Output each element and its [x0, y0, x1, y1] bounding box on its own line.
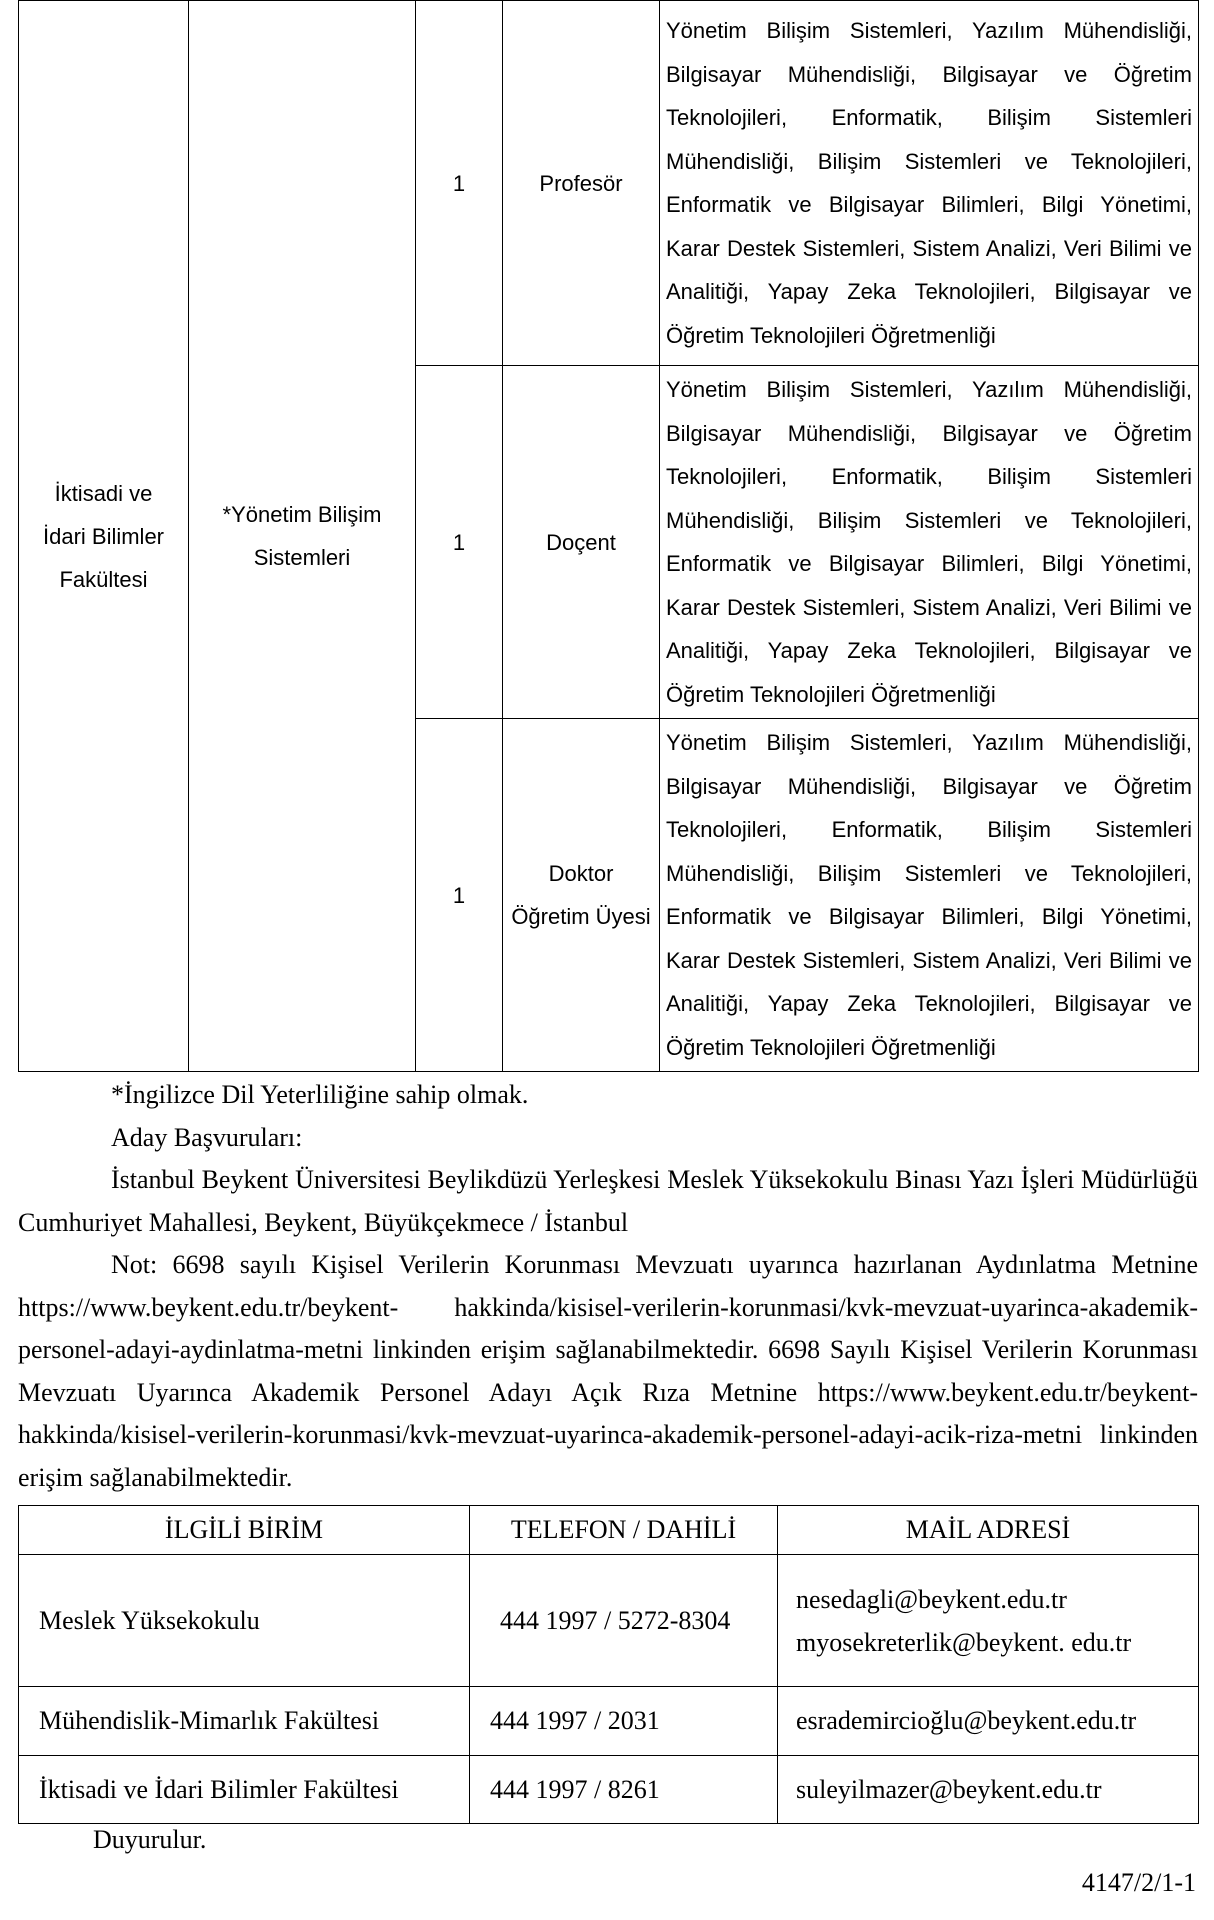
position-title: Doçent [503, 366, 660, 719]
contact-email-secondary: myosekreterlik@beykent. edu.tr [796, 1627, 1132, 1657]
language-note: *İngilizce Dil Yeterliliğine sahip olmak. [111, 1080, 529, 1109]
header-email: MAİL ADRESİ [778, 1506, 1199, 1555]
contact-phone: 444 1997 / 5272-8304 [470, 1555, 778, 1687]
position-title: Doktor Öğretim Üyesi [503, 719, 660, 1072]
applications-address: İstanbul Beykent Üniversitesi Beylikdüzü Yerleşkesi Meslek Yüksekokulu Binası Yazı İşleri Müdürlüğü Cumhuriyet Mahallesi, Beykent, Büyükçekmece / İstanbul [18, 1165, 1198, 1237]
contact-row [19, 1756, 1199, 1824]
position-count: 1 [416, 1, 503, 366]
contact-email [778, 1555, 1199, 1687]
contact-unit: İktisadi ve İdari Bilimler Fakültesi [19, 1756, 470, 1824]
header-unit: İLGİLİ BİRİM [19, 1506, 470, 1555]
position-title: Profesör [503, 1, 660, 366]
position-count: 1 [416, 366, 503, 719]
contact-email: esrademircioğlu@beykent.edu.tr [778, 1687, 1199, 1756]
contact-phone: 444 1997 / 8261 [470, 1756, 778, 1824]
contact-phone: 444 1997 / 2031 [470, 1687, 778, 1756]
contact-email-primary: nesedagli@beykent.edu.tr [796, 1584, 1067, 1614]
contacts-header-row [19, 1506, 1199, 1555]
positions-table [18, 0, 1199, 1072]
contact-row [19, 1555, 1199, 1687]
contact-email: suleyilmazer@beykent.edu.tr [778, 1756, 1199, 1824]
contacts-table [18, 1505, 1199, 1824]
header-phone: TELEFON / DAHİLİ [470, 1506, 778, 1555]
document-body [18, 0, 1198, 1824]
position-row [19, 1, 1199, 366]
contact-unit: Mühendislik-Mimarlık Fakültesi [19, 1687, 470, 1756]
position-requirements: Yönetim Bilişim Sistemleri, Yazılım Mühendisliği, Bilgisayar Mühendisliği, Bilgisayar ve Öğretim Teknolojileri, Enformatik, Bilişim Sistemleri Mühendisliği, Bilişim Sistemleri ve Teknolojileri, Enformatik ve Bilgisayar Bilimleri, Bilgi Yönetimi, Karar Destek Sistemleri, Sistem Analizi, Veri Bilimi ve Analitiği, Yapay Zeka Teknolojileri, Bilgisayar ve Öğretim Teknolojileri Öğretmenliği [660, 719, 1199, 1072]
privacy-note: Not: 6698 sayılı Kişisel Verilerin Korunması Mevzuatı uyarınca hazırlanan Aydınlatma Metnine https://www.beykent.edu.tr/beykent- hakkinda/kisisel-verilerin-korunmasi/kvk-mevzuat-uyarinca-akademik-personel-adayi-aydinlatma-metni linkinden erişim sağlanabilmektedir. 6698 Sayılı Kişisel Verilerin Korunması Mevzuatı Uyarınca Akademik Personel Adayı Açık Rıza Metnine https://www.beykent.edu.tr/beykent-hakkinda/kisisel-verilerin-korunmasi/kvk-mevzuat-uyarinca-akademik-personel-adayi-acik-riza-metni linkinden erişim sağlanabilmektedir. [18, 1250, 1198, 1492]
faculty-cell: İktisadi ve İdari Bilimler Fakültesi [19, 1, 189, 1072]
position-requirements: Yönetim Bilişim Sistemleri, Yazılım Mühendisliği, Bilgisayar Mühendisliği, Bilgisayar ve Öğretim Teknolojileri, Enformatik, Bilişim Sistemleri Mühendisliği, Bilişim Sistemleri ve Teknolojileri, Enformatik ve Bilgisayar Bilimleri, Bilgi Yönetimi, Karar Destek Sistemleri, Sistem Analizi, Veri Bilimi ve Analitiği, Yapay Zeka Teknolojileri, Bilgisayar ve Öğretim Teknolojileri Öğretmenliği [660, 366, 1199, 719]
contact-unit: Meslek Yüksekokulu [19, 1555, 470, 1687]
position-count: 1 [416, 719, 503, 1072]
applications-heading: Aday Başvuruları: [111, 1122, 303, 1152]
reference-number: 4147/2/1-1 [1081, 1868, 1196, 1897]
position-requirements: Yönetim Bilişim Sistemleri, Yazılım Mühendisliği, Bilgisayar Mühendisliği, Bilgisayar ve Öğretim Teknolojileri, Enformatik, Bilişim Sistemleri Mühendisliği, Bilişim Sistemleri ve Teknolojileri, Enformatik ve Bilgisayar Bilimleri, Bilgi Yönetimi, Karar Destek Sistemleri, Sistem Analizi, Veri Bilimi ve Analitiği, Yapay Zeka Teknolojileri, Bilgisayar ve Öğretim Teknolojileri Öğretmenliği [660, 1, 1199, 366]
contact-row [19, 1687, 1199, 1756]
department-cell: *Yönetim Bilişim Sistemleri [189, 1, 416, 1072]
closing-text: Duyurulur. [93, 1825, 207, 1854]
notes-section [18, 1074, 1198, 1499]
